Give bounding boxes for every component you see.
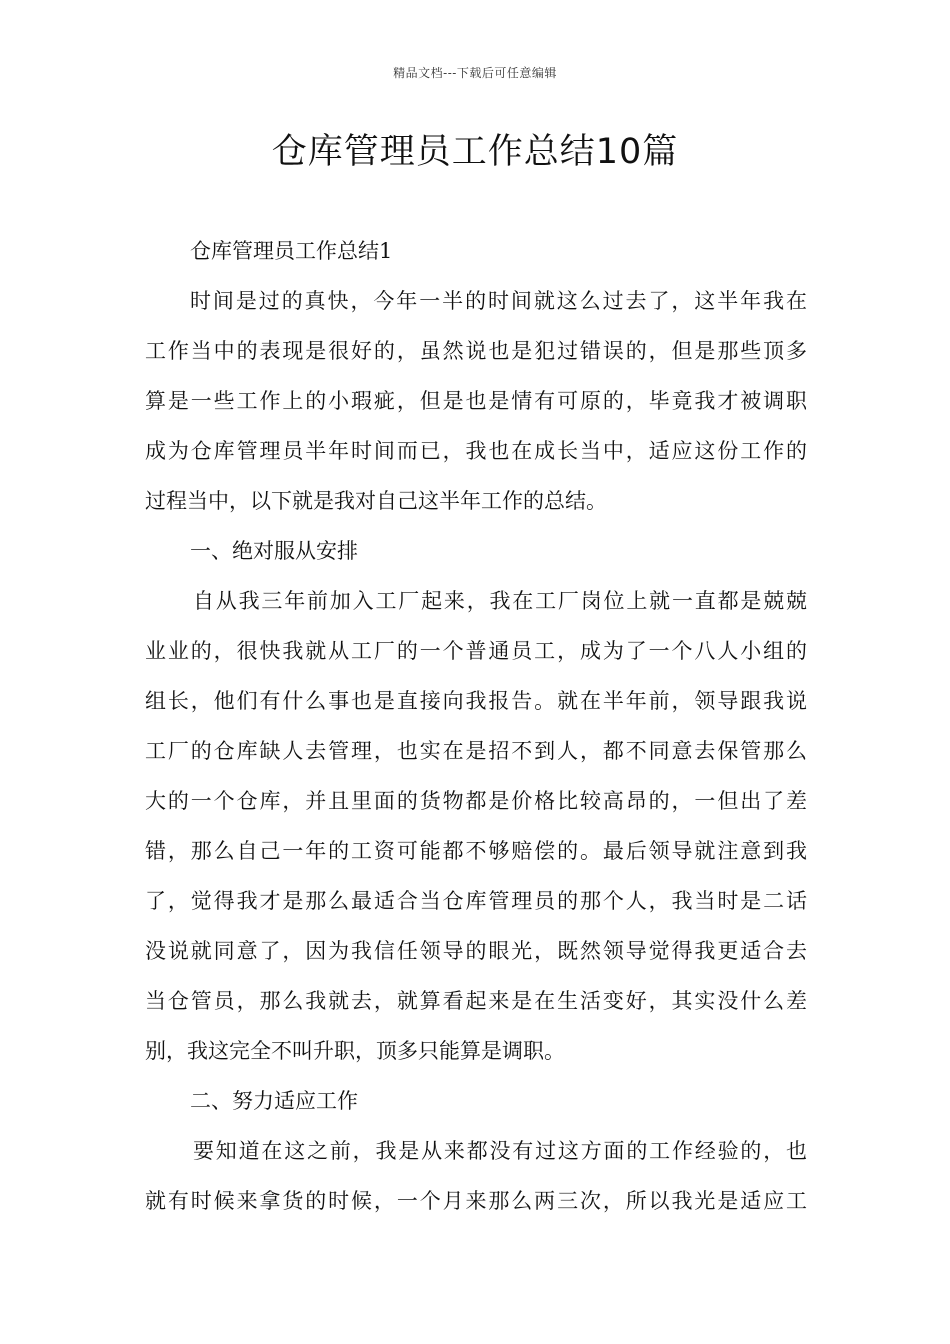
paragraph-line: 错，那么自己一年的工资可能都不够赔偿的。最后领导就注意到我	[145, 839, 807, 863]
document-body	[145, 226, 807, 1226]
paragraph-line: 自从我三年前加入工厂起来，我在工厂岗位上就一直都是兢兢	[193, 589, 807, 613]
paragraph-line: 就有时候来拿货的时候，一个月来那么两三次，所以我光是适应工	[145, 1189, 807, 1213]
document-title: 仓库管理员工作总结10篇	[271, 132, 679, 172]
paragraph-line: 时间是过的真快，今年一半的时间就这么过去了，这半年我在	[190, 289, 807, 313]
paragraph-line: 工作当中的表现是很好的，虽然说也是犯过错误的，但是那些顶多	[145, 339, 807, 363]
paragraph-line: 算是一些工作上的小瑕疵，但是也是情有可原的，毕竟我才被调职	[145, 389, 807, 413]
paragraph-line: 大的一个仓库，并且里面的货物都是价格比较高昂的，一但出了差	[145, 789, 807, 813]
paragraph-line: 工厂的仓库缺人去管理，也实在是招不到人，都不同意去保管那么	[145, 739, 807, 763]
paragraph-line: 业业的，很快我就从工厂的一个普通员工，成为了一个八人小组的	[145, 639, 807, 663]
paragraph-line: 过程当中，以下就是我对自己这半年工作的总结。	[145, 489, 607, 513]
paragraph-line: 别，我这完全不叫升职，顶多只能算是调职。	[145, 1039, 565, 1063]
paragraph-line: 了，觉得我才是那么最适合当仓库管理员的那个人，我当时是二话	[145, 889, 807, 913]
paragraph-line: 成为仓库管理员半年时间而已，我也在成长当中，适应这份工作的	[145, 439, 807, 463]
subheading-1: 一、绝对服从安排	[190, 539, 358, 563]
paragraph-line: 组长，他们有什么事也是直接向我报告。就在半年前，领导跟我说	[145, 689, 807, 713]
subheading-2: 二、努力适应工作	[190, 1089, 358, 1113]
section-heading-1: 仓库管理员工作总结1	[190, 239, 393, 263]
paragraph-line: 要知道在这之前，我是从来都没有过这方面的工作经验的，也	[193, 1139, 807, 1163]
paragraph-line: 当仓管员，那么我就去，就算看起来是在生活变好，其实没什么差	[145, 989, 807, 1013]
paragraph-line: 没说就同意了，因为我信任领导的眼光，既然领导觉得我更适合去	[145, 939, 807, 963]
header-note: 精品文档---下载后可任意编辑	[393, 66, 557, 80]
